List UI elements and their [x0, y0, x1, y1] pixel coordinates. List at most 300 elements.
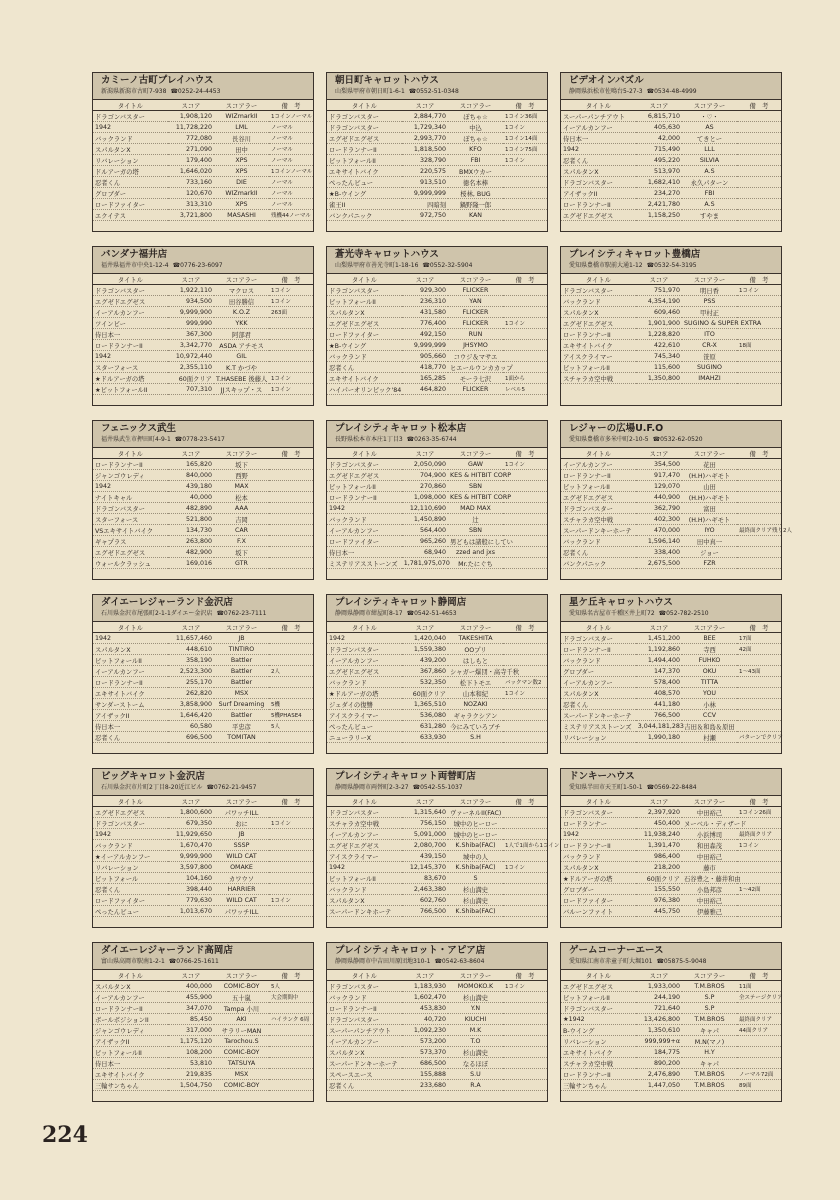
scorer: WILD CAT: [214, 895, 269, 906]
table-row: [93, 633, 313, 644]
scorer: ・♡・: [682, 111, 737, 122]
scorer: 長谷川: [214, 133, 269, 144]
score: 1,183,930: [402, 981, 448, 992]
score: 1,158,250: [636, 210, 682, 221]
table-row: [93, 721, 313, 732]
scorer: WIZmarkII: [214, 111, 269, 122]
table-row: [561, 536, 781, 547]
game-title: ドラゴンバスター: [561, 807, 636, 818]
score: 1,933,000: [636, 981, 682, 992]
game-title: イーアルカンフー: [93, 666, 168, 677]
score: 367,860: [402, 666, 448, 677]
table-row: [93, 1058, 313, 1069]
note: [503, 340, 547, 351]
scorer: IMAHZI: [682, 373, 737, 384]
shop-name: ゲームコーナーエース: [569, 945, 664, 956]
note: ノーマル: [269, 155, 313, 166]
scorer: 花田: [682, 459, 737, 470]
score: 913,510: [402, 177, 448, 188]
table-row: [561, 1080, 781, 1091]
game-title: イーアルカンフー: [561, 677, 636, 688]
table-row: [93, 992, 313, 1003]
scorer: 杉山満史: [448, 1047, 503, 1058]
table-row: [327, 710, 547, 721]
game-title: ★1942: [561, 1014, 636, 1025]
game-title: スターフォース: [93, 362, 168, 373]
score-table: [561, 100, 781, 221]
score: 2,523,300: [168, 666, 214, 677]
scorer: パワッチILL: [214, 807, 269, 818]
note: [269, 525, 313, 536]
score: 766,500: [636, 710, 682, 721]
table-row: [327, 525, 547, 536]
score: 358,190: [168, 655, 214, 666]
game-title: 侍日本一: [93, 721, 168, 732]
table-row: [93, 1080, 313, 1091]
shop-card: [92, 72, 314, 232]
scorer: 甲村正: [682, 307, 737, 318]
scorer: 富田: [682, 503, 737, 514]
score: 53,810: [168, 1058, 214, 1069]
scorer: TAKESHITA: [448, 633, 503, 644]
game-title: バルーンファイト: [561, 906, 636, 917]
table-row: [327, 1025, 547, 1036]
score: 1,729,340: [402, 122, 448, 133]
table-row: [93, 111, 313, 122]
scorer: マクロス: [214, 285, 269, 296]
scorer: FUHKO: [682, 655, 737, 666]
scorer: AKI: [214, 1014, 269, 1025]
table-row: [93, 199, 313, 210]
game-title: スチャラカ空中戦: [561, 1058, 636, 1069]
shop-tel: ☎0778-23-5417: [174, 436, 225, 443]
table-header-row: [93, 970, 313, 981]
score: 455,900: [168, 992, 214, 1003]
shop-address-line: [335, 87, 543, 97]
shop-card: [560, 420, 792, 580]
table-row: [93, 470, 313, 481]
shop-card: [560, 942, 782, 1102]
shop-address: 福井県福井市中央1-12-4: [101, 262, 169, 269]
note: ノーマル72面: [737, 1069, 781, 1080]
game-title: バックランド: [327, 351, 402, 362]
table-row: [327, 492, 547, 503]
game-title: ドラゴンバスター: [93, 285, 168, 296]
score: 1,450,890: [402, 514, 448, 525]
scorer: ヌーベル・ディザード: [682, 818, 737, 829]
score: 1,350,610: [636, 1025, 682, 1036]
note: [503, 633, 547, 644]
table-row: [93, 285, 313, 296]
scorer: 田中真一: [682, 536, 737, 547]
table-row: [93, 807, 313, 818]
score: 686,500: [402, 1058, 448, 1069]
column-header: 備 考: [503, 970, 547, 981]
column-header: スコア: [168, 100, 214, 111]
table-header-row: [327, 970, 547, 981]
scorer: JHSYMO: [448, 340, 503, 351]
shop-name: プレイシティキャロット豊橋店: [569, 249, 701, 260]
column-header: 備 考: [503, 274, 547, 285]
shop-header: [561, 769, 781, 796]
game-title: エグゼドエグゼス: [327, 133, 402, 144]
game-title: ピットフォール: [93, 873, 168, 884]
note: [737, 362, 781, 373]
column-header: 備 考: [269, 274, 313, 285]
game-title: エキサイトバイク: [561, 1047, 636, 1058]
note: [269, 362, 313, 373]
scorer: JJスキップ・ス: [214, 384, 269, 395]
table-row: [93, 144, 313, 155]
game-title: ドラゴンバスター: [327, 807, 402, 818]
scorer: ヴァーネルII(FAC): [448, 807, 503, 818]
column-header: スコアラー: [214, 448, 269, 459]
shop-tel: ☎0552-51-0348: [408, 88, 459, 95]
note: [737, 210, 781, 221]
scorer: SSSP: [214, 840, 269, 851]
game-title: ミステリアスストーンズ: [561, 721, 636, 732]
score: 513,970: [636, 166, 682, 177]
game-title: サンダーストーム: [93, 699, 168, 710]
note: [269, 873, 313, 884]
table-row: [561, 633, 781, 644]
table-row: [561, 1036, 781, 1047]
note: パターンでクリア: [737, 732, 781, 743]
note: [503, 1069, 547, 1080]
score: 354,500: [636, 459, 682, 470]
table-row: [561, 873, 781, 884]
column-header: スコア: [402, 100, 448, 111]
table-row: [561, 895, 781, 906]
note: [503, 1047, 547, 1058]
column-header: スコア: [402, 970, 448, 981]
note: 1コインノーマル: [269, 111, 313, 122]
game-title: ロードランナーII: [93, 340, 168, 351]
shop-tel: ☎0532-62-0520: [652, 436, 703, 443]
score: 917,470: [636, 470, 682, 481]
note: 1コイン: [503, 862, 547, 873]
note: 263面: [269, 307, 313, 318]
scorer: KIUCHI: [448, 1014, 503, 1025]
table-header-row: [561, 970, 781, 981]
score-table: [561, 796, 781, 917]
scorer: ASDA アチモス: [214, 340, 269, 351]
score: 890,200: [636, 1058, 682, 1069]
scorer: LLL: [682, 144, 737, 155]
shop-address: 石川県金沢市片町2丁目8-20近江ビル: [101, 784, 203, 791]
score: 402,300: [636, 514, 682, 525]
note: [503, 514, 547, 525]
table-row: [561, 840, 781, 851]
scorer: NOZAKI: [448, 699, 503, 710]
shop-address-line: [569, 609, 777, 619]
table-row: [327, 318, 547, 329]
table-row: [327, 884, 547, 895]
table-row: [327, 188, 547, 199]
score: 521,800: [168, 514, 214, 525]
note: [269, 655, 313, 666]
column-header: 備 考: [737, 970, 781, 981]
note: [269, 829, 313, 840]
table-row: [93, 525, 313, 536]
note: [503, 503, 547, 514]
scorer: 寺西: [682, 644, 737, 655]
shop-tel: ☎0776-23-6097: [172, 262, 223, 269]
note: [737, 351, 781, 362]
column-header: 備 考: [503, 100, 547, 111]
game-title: ツインビー: [93, 318, 168, 329]
column-header: タイトル: [93, 274, 168, 285]
score: 439,180: [168, 481, 214, 492]
game-title: ドラゴンバスター: [561, 285, 636, 296]
table-row: [327, 1047, 547, 1058]
score: 2,884,770: [402, 111, 448, 122]
game-title: 忍者くん: [561, 155, 636, 166]
note: [737, 514, 781, 525]
note: [503, 1058, 547, 1069]
note: [503, 351, 547, 362]
table-row: [327, 470, 547, 481]
scorer: ギャラクシアン: [448, 710, 503, 721]
table-row: [327, 807, 547, 818]
note: 最終面クリア残り2人: [737, 525, 781, 536]
table-row: [561, 296, 781, 307]
scorer: 田谷勝信: [214, 296, 269, 307]
scorer: Tampa 小川: [214, 1003, 269, 1014]
game-title: バックランド: [327, 514, 402, 525]
note: [269, 558, 313, 569]
table-row: [561, 688, 781, 699]
table-row: [327, 1080, 547, 1091]
scorer: 伊藤雅己: [682, 906, 737, 917]
table-row: [561, 644, 781, 655]
table-row: [327, 666, 547, 677]
column-header: スコア: [636, 622, 682, 633]
game-title: 侍日本一: [327, 547, 402, 558]
table-header-row: [561, 274, 781, 285]
scorer: T.O: [448, 1036, 503, 1047]
column-header: スコア: [636, 796, 682, 807]
table-header-row: [327, 622, 547, 633]
table-row: [93, 329, 313, 340]
score: 9,999,999: [402, 188, 448, 199]
note: [737, 459, 781, 470]
note: 1コイン: [503, 981, 547, 992]
scorer: (H.H)ハギモト: [682, 470, 737, 481]
column-header: スコア: [636, 970, 682, 981]
game-title: スパルタンX: [561, 166, 636, 177]
score: 313,310: [168, 199, 214, 210]
game-title: イーアルカンフー: [327, 829, 402, 840]
table-row: [93, 481, 313, 492]
note: バックマン数2: [503, 677, 547, 688]
game-title: スーパードンキホーテ: [327, 906, 402, 917]
table-row: [561, 547, 781, 558]
note: [269, 732, 313, 743]
table-row: [327, 133, 547, 144]
scorer: 徳名本棒: [448, 177, 503, 188]
note: [269, 906, 313, 917]
score: 83,670: [402, 873, 448, 884]
game-title: ロードファイター: [561, 895, 636, 906]
game-title: ドラゴンバスター: [561, 177, 636, 188]
note: [269, 514, 313, 525]
score: 1,781,975,070: [403, 559, 450, 567]
game-title: バックランド: [327, 884, 402, 895]
score: 271,090: [168, 144, 214, 155]
shop-address: 石川県金沢市尾張町2-1-1ダイエー金沢店: [101, 610, 213, 617]
scorer: 西野: [214, 470, 269, 481]
scorer: 阿部君: [214, 329, 269, 340]
table-row: [93, 1047, 313, 1058]
column-header: 備 考: [737, 796, 781, 807]
table-row: [327, 1014, 547, 1025]
game-title: リバレーション: [561, 732, 636, 743]
note: [737, 1058, 781, 1069]
column-header: 備 考: [737, 622, 781, 633]
note: 1コイン75面: [503, 144, 547, 155]
note: 5機: [269, 699, 313, 710]
table-row: [93, 1014, 313, 1025]
table-header-row: [561, 448, 781, 459]
note: 大会期間中: [269, 992, 313, 1003]
score: 1,350,800: [636, 373, 682, 384]
scorer: M.K: [448, 1025, 503, 1036]
scorer: SBN: [448, 525, 503, 536]
table-header-row: [327, 274, 547, 285]
note: [503, 525, 547, 536]
column-header: タイトル: [93, 622, 168, 633]
table-row: [561, 525, 781, 536]
table-row: [327, 1003, 547, 1014]
scorer: CR-X: [682, 340, 737, 351]
table-row: [93, 732, 313, 743]
game-title: ★B-ウイング: [327, 340, 402, 351]
game-title: ぺったんピュー: [327, 177, 402, 188]
score: 338,400: [636, 547, 682, 558]
scorer: SUGINO & SUPER EXTRA: [683, 319, 762, 327]
table-row: [327, 155, 547, 166]
column-header: 備 考: [737, 100, 781, 111]
score: 60面クリア: [402, 688, 448, 699]
score: 347,070: [168, 1003, 214, 1014]
scorer: (H.H)ハギモト: [682, 492, 737, 503]
score: 11,728,220: [168, 122, 214, 133]
score-table: [93, 274, 313, 395]
table-row: [93, 133, 313, 144]
column-header: 備 考: [269, 796, 313, 807]
scorer: キャパ: [682, 1058, 737, 1069]
table-row: [561, 307, 781, 318]
note: [737, 862, 781, 873]
scorer: IYO: [682, 525, 737, 536]
column-header: スコア: [168, 970, 214, 981]
game-title: バックランド: [93, 840, 168, 851]
scorer: OKU: [682, 666, 737, 677]
table-row: [561, 210, 781, 221]
shop-card: [92, 768, 314, 928]
shop-address-line: [569, 783, 777, 793]
game-title: ロードランナーII: [327, 144, 402, 155]
note: [737, 721, 781, 732]
note: [737, 122, 781, 133]
game-title: スチャラカ空中戦: [327, 818, 402, 829]
shop-header: [561, 247, 781, 274]
score: 255,170: [168, 677, 214, 688]
score: 2,463,380: [402, 884, 448, 895]
game-title: ボールボジションII: [93, 1014, 168, 1025]
column-header: スコア: [402, 274, 448, 285]
game-title: ドラゴンバスター: [561, 1003, 636, 1014]
scorer: 坂下: [214, 547, 269, 558]
scorer: MASASHI: [214, 210, 269, 221]
scorer: 笹原: [682, 351, 737, 362]
game-title: スーパードンキーホーテ: [327, 1058, 402, 1069]
score: 439,200: [402, 655, 448, 666]
game-title: 1942: [561, 829, 636, 840]
game-title: エグゼドエグゼス: [93, 807, 168, 818]
scorer: FBI: [448, 155, 503, 166]
game-title: 忍者くん: [93, 732, 168, 743]
shop-card: [326, 246, 548, 406]
score: 13,426,800: [636, 1014, 682, 1025]
score: 440,900: [636, 492, 682, 503]
game-title: ★ドルアーガの塔: [93, 373, 168, 384]
game-title: エグゼドエグゼス: [327, 470, 402, 481]
score: 9,999,999: [402, 340, 448, 351]
score: 482,890: [168, 503, 214, 514]
score: 1,682,410: [636, 177, 682, 188]
note: [269, 318, 313, 329]
score-table: [561, 274, 781, 384]
table-row: [327, 503, 547, 514]
game-title: アイザックII: [93, 710, 168, 721]
note: [269, 329, 313, 340]
game-title: ピットフォールII: [561, 362, 636, 373]
scorer: LML: [214, 122, 269, 133]
table-row: [327, 840, 547, 851]
scorer: サラリーMAN: [214, 1025, 269, 1036]
game-title: 1942: [93, 481, 168, 492]
column-header: 備 考: [503, 622, 547, 633]
scorer: 石谷豊之・藤井和由: [682, 873, 737, 884]
table-header-row: [561, 622, 781, 633]
scorer: AS: [682, 122, 737, 133]
table-row: [327, 362, 547, 373]
column-header: タイトル: [561, 448, 636, 459]
note: [503, 818, 547, 829]
table-row: [93, 318, 313, 329]
table-row: [327, 329, 547, 340]
score: 1,391,470: [636, 840, 682, 851]
shop-tel: ☎0542-55-1037: [412, 784, 463, 791]
column-header: スコアラー: [448, 622, 503, 633]
table-row: [327, 1036, 547, 1047]
shop-address: 静岡県浜松市佐鳴台5-27-3: [569, 88, 643, 95]
scorer: T.M.BROS: [682, 1069, 737, 1080]
scorer: Tarochou.S: [214, 1036, 269, 1047]
score: 3,858,900: [168, 699, 214, 710]
note: [737, 1003, 781, 1014]
score: 1,901,900: [636, 318, 682, 329]
note: [503, 177, 547, 188]
note: [269, 851, 313, 862]
game-title: エクイテス: [93, 210, 168, 221]
game-title: イーアルカンフー: [327, 1036, 402, 1047]
shop-name: プレイシティキャロット両替町店: [335, 771, 476, 782]
note: [269, 688, 313, 699]
shop-card: [92, 246, 314, 406]
